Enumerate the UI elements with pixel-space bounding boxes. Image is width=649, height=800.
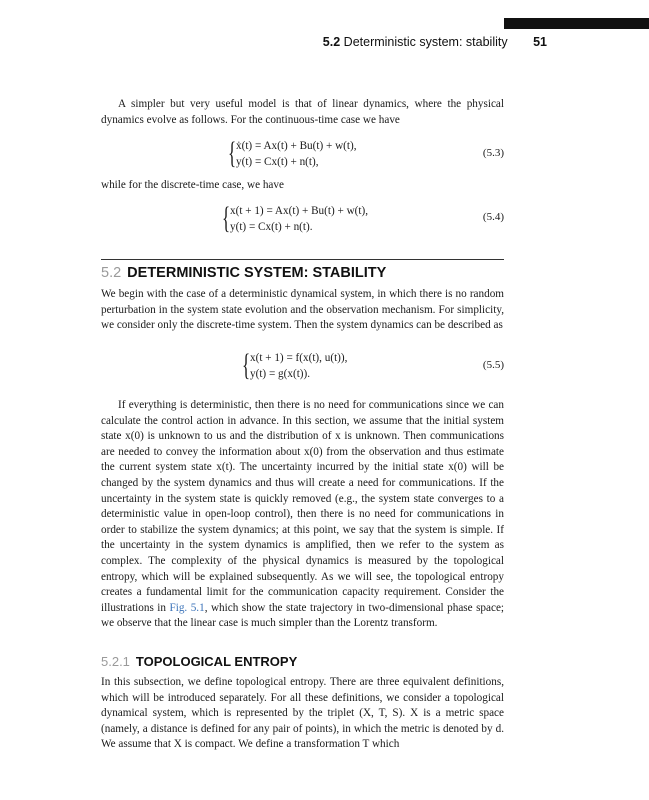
equation-line: x(t + 1) = f(x(t), u(t)),	[250, 352, 348, 364]
intro-paragraph-1: A simpler but very useful model is that of linear dynamics, where the physical dynamics evolve as follows. For the continuous-time case we have	[101, 98, 504, 126]
section-divider	[101, 259, 504, 260]
intro-paragraph-2: while for the discrete-time case, we have	[101, 179, 284, 191]
subsection-heading	[101, 654, 297, 669]
figure-link[interactable]: Fig. 5.1	[169, 601, 205, 614]
section-paragraph-1: We begin with the case of a deterministic dynamical system, in which there is no random perturbation in the system state evolution and the observation mechanism. For simplicity, we consider only the discrete-time system. Then the system dynamics can be described as	[101, 288, 504, 332]
equation-number: (5.4)	[482, 211, 504, 223]
section-heading	[101, 265, 386, 281]
equation-number: (5.5)	[482, 359, 504, 371]
equation-line: ẋ(t) = Ax(t) + Bu(t) + w(t),	[236, 140, 357, 152]
equation-brace: {	[242, 347, 251, 382]
running-header	[0, 35, 547, 49]
section-number: 5.2	[101, 265, 122, 281]
equation-brace: {	[222, 200, 231, 235]
paragraph-text: If everything is deterministic, then there is no need for communications since we can calculate the control action in advance. In this section, we assume that the initial system state x(0) is unknown to us and the distribution of x is unknown. Then communications are needed to convey the information about x(0) from the observation and thus estimate the current system state x(t). The uncertainty incurred by the initial state x(0) will be changed by the system dynamics and thus will create a need for communications. If the uncertainty in the system state is quickly removed (e.g., the system state converges to a deterministic value in open-loop control), then there is no need for communications in order to stabilize the system dynamics; at this point, we say that the system is simple. If the uncertainty in the system dynamics is amplified, then we refer to the system as complex. The complexity of the physical dynamics is measured by the topological entropy, which will be explained subsequently. As we will see, the topological entropy creates a fundamental limit for the communication capacity requirement. Consider the illustrations in	[101, 399, 504, 614]
equation-line: x(t + 1) = Ax(t) + Bu(t) + w(t),	[230, 205, 369, 217]
equation-brace: {	[228, 135, 237, 170]
equation-number: (5.3)	[482, 147, 504, 159]
section-title: DETERMINISTIC SYSTEM: STABILITY	[127, 265, 387, 281]
header-section-title: Deterministic system: stability	[343, 35, 508, 49]
header-section-number: 5.2	[322, 35, 341, 49]
page-number: 51	[533, 35, 547, 49]
equation-line: y(t) = g(x(t)).	[250, 367, 311, 380]
subsection-number: 5.2.1	[101, 654, 130, 669]
equation-line: y(t) = Cx(t) + n(t),	[236, 155, 319, 168]
equation-line: y(t) = Cx(t) + n(t).	[230, 220, 313, 233]
header-bar	[504, 18, 649, 29]
subsection-title: TOPOLOGICAL ENTROPY	[135, 654, 298, 669]
subsection-paragraph-1: In this subsection, we define topological entropy. There are three equivalent definitions, which will be introduced separately. For all these definitions, we consider a topological dynamical system, which is represented by the triplet (X, T, S). X is a metric space (namely, a distance is defined for any pair of points), in which the metric is denoted by d. We assume that X is compact. We define a transformation T which	[101, 676, 504, 751]
paragraph-text: , which show the state trajectory in two-dimensional phase space; we observe that the linear case is much simpler than the Lorentz transform.	[101, 601, 505, 630]
section-paragraph-2	[101, 398, 504, 632]
